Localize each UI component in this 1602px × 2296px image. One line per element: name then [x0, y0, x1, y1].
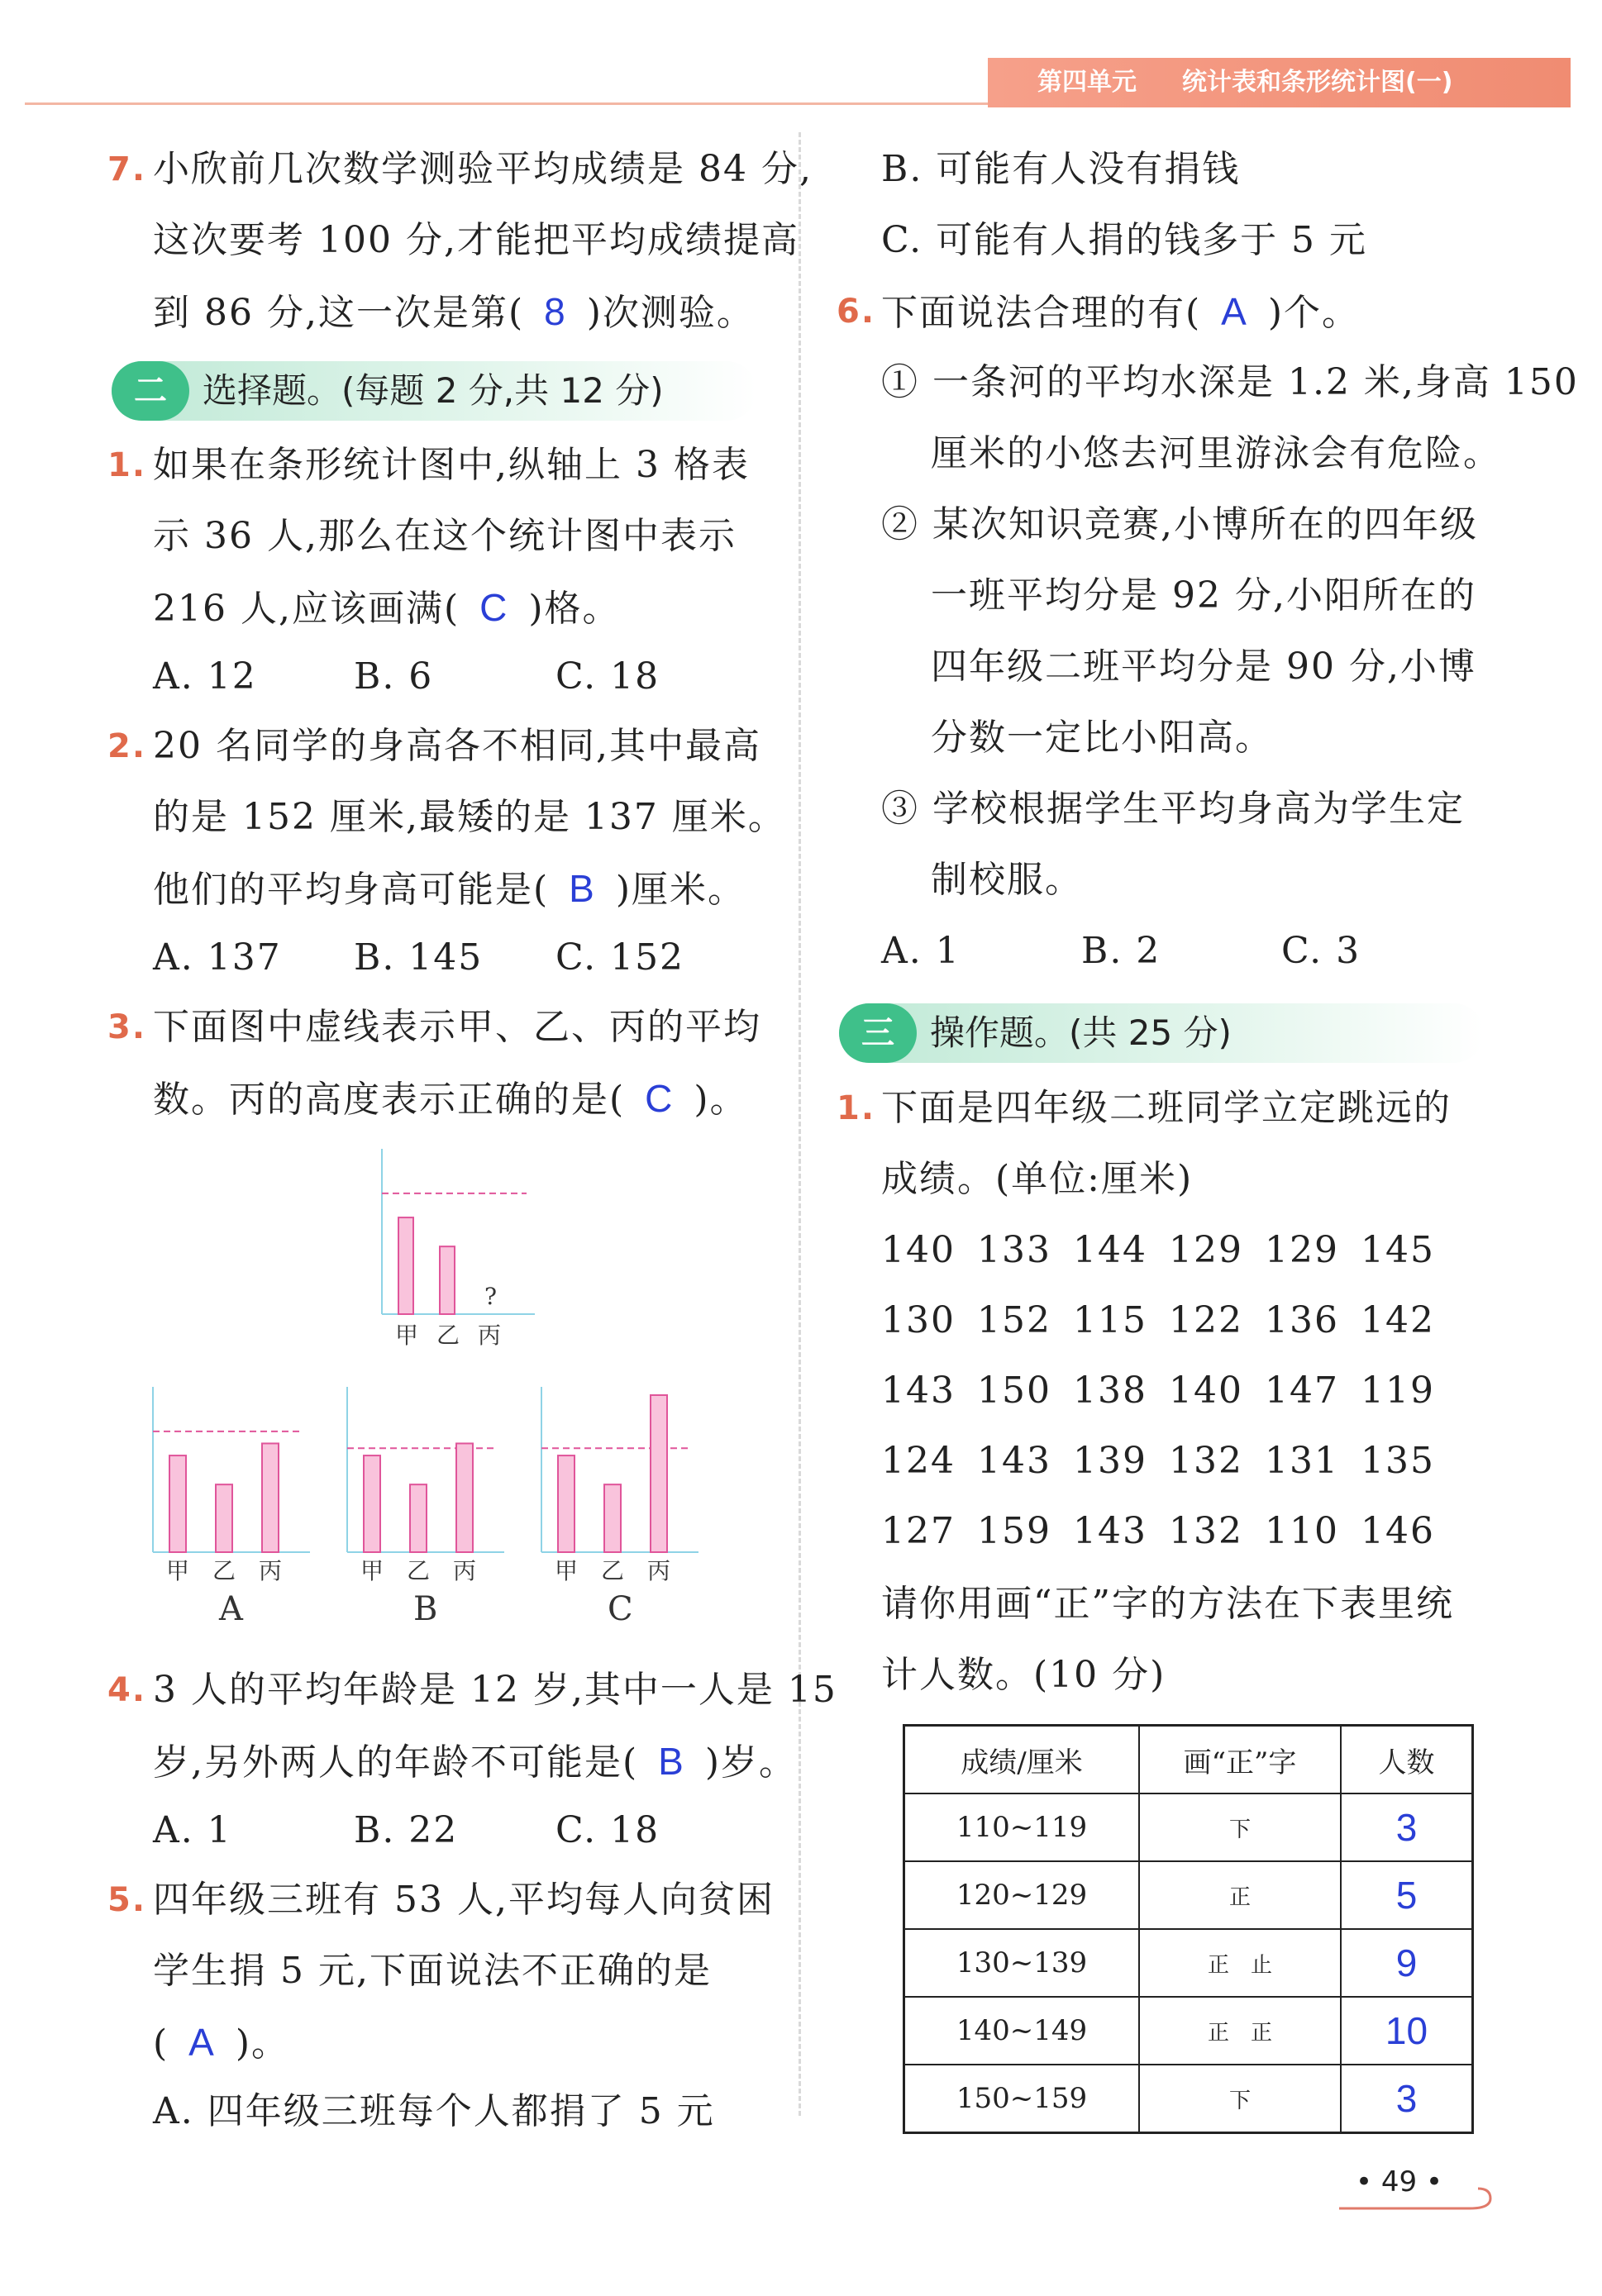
tally-cell: 下: [1139, 2065, 1341, 2133]
category-label: 甲: [166, 1557, 190, 1584]
column-header: 画“正”字: [1139, 1726, 1341, 1794]
score-value: 136: [1265, 1299, 1339, 1341]
statement: 制校服。: [931, 859, 1083, 901]
category-label: 乙: [407, 1557, 431, 1584]
question-text: 四年级三班有 53 人,平均每人向贫困: [153, 1879, 775, 1921]
bar: [440, 1246, 455, 1314]
question-number: 6.: [837, 293, 876, 331]
question-text: )厘米。: [615, 869, 746, 911]
option-chart-label: B: [413, 1590, 438, 1628]
question-number: 1.: [837, 1089, 876, 1127]
tally-cell: 下: [1139, 1793, 1341, 1861]
statement: 分数一定比小阳高。: [931, 717, 1273, 759]
count-cell: 10: [1341, 1997, 1473, 2065]
column-header: 人数: [1341, 1726, 1473, 1794]
question-text: 下面说法合理的有(: [881, 292, 1202, 334]
question-text: 他们的平均身高可能是(: [153, 869, 550, 911]
option-a: A. 四年级三班每个人都捐了 5 元: [153, 2090, 715, 2132]
bar: [558, 1455, 575, 1552]
bar: [410, 1484, 427, 1552]
score-value: 139: [1073, 1440, 1147, 1482]
statement: ③ 学校根据学生平均身高为学生定: [881, 788, 1465, 830]
page-decoration: [1337, 2165, 1503, 2215]
answer: B: [569, 867, 596, 910]
question-text: 成绩。(单位:厘米): [881, 1158, 1194, 1200]
tally-cell: 正 正: [1139, 1997, 1341, 2065]
option-c: C. 152: [555, 936, 685, 979]
question-text: 小欣前几次数学测验平均成绩是 84 分,: [153, 148, 813, 190]
bar: [364, 1455, 380, 1552]
question-number: 7.: [107, 150, 147, 188]
question-text: 数。丙的高度表示正确的是(: [153, 1079, 626, 1121]
average-bar-charts: [0, 0, 799, 1653]
table-row: [904, 1793, 1473, 1861]
bar: [262, 1443, 279, 1552]
question-text: 20 名同学的身高各不相同,其中最高: [153, 725, 761, 767]
answer: C: [645, 1077, 675, 1120]
question-text: )次测验。: [586, 292, 755, 334]
category-label: 甲: [555, 1557, 579, 1584]
bar: [456, 1443, 473, 1552]
option-c: C. 18: [555, 655, 660, 698]
question-number: 3.: [107, 1008, 147, 1046]
option-b: B. 145: [354, 936, 484, 979]
range-cell: 110~119: [904, 1793, 1140, 1861]
question-number: 1.: [107, 446, 147, 484]
question-line: [881, 276, 1360, 349]
tally-table: [903, 1724, 1474, 2134]
question-text: 示 36 人,那么在这个统计图中表示: [153, 515, 737, 557]
question-text: 3 人的平均年龄是 12 岁,其中一人是 15: [153, 1669, 837, 1711]
score-value: 130: [881, 1299, 956, 1341]
score-value: 132: [1169, 1440, 1243, 1482]
range-cell: 140~149: [904, 1997, 1140, 2065]
category-label: 甲: [395, 1322, 419, 1349]
statement: ② 某次知识竞赛,小博所在的四年级: [881, 503, 1478, 545]
score-value: 138: [1073, 1370, 1147, 1412]
answer: A: [1221, 290, 1248, 333]
score-value: 143: [977, 1440, 1051, 1482]
bar: [216, 1484, 232, 1552]
score-value: 159: [977, 1510, 1051, 1552]
question-text: 的是 152 厘米,最矮的是 137 厘米。: [153, 796, 786, 838]
table-row: [904, 1861, 1473, 1929]
question-text: 216 人,应该画满(: [153, 588, 460, 630]
score-value: 152: [977, 1299, 1051, 1341]
unit-label: 第四单元: [1037, 68, 1137, 97]
answer: C: [479, 586, 509, 629]
score-value: 140: [1169, 1370, 1243, 1412]
score-value: 143: [1073, 1510, 1147, 1552]
section-title: 操作题。(共 25 分): [930, 1012, 1232, 1053]
question-text: 岁,另外两人的年龄不可能是(: [153, 1741, 639, 1784]
count-cell: 5: [1341, 1861, 1473, 1929]
question-text: )岁。: [704, 1741, 798, 1784]
count-cell: 3: [1341, 2065, 1473, 2133]
question-number: 4.: [107, 1671, 147, 1709]
answer: B: [658, 1740, 685, 1783]
unit-topic: 统计表和条形统计图(一): [1182, 68, 1453, 97]
bar: [604, 1484, 621, 1552]
bar: [398, 1217, 413, 1314]
bullet: •: [1356, 2165, 1381, 2198]
category-label: 甲: [360, 1557, 384, 1584]
unit-banner: [988, 58, 1571, 107]
option-b: B. 可能有人没有捐钱: [881, 148, 1241, 190]
category-label: 丙: [259, 1557, 283, 1584]
question-text: 下面是四年级二班同学立定跳远的: [881, 1087, 1452, 1129]
question-text: 这次要考 100 分,才能把平均成绩提高: [153, 219, 799, 261]
question-text: )格。: [528, 588, 621, 630]
option-b: B. 6: [354, 655, 434, 698]
table-row: [904, 1929, 1473, 1997]
score-value: 142: [1361, 1299, 1435, 1341]
score-value: 147: [1265, 1370, 1339, 1412]
option-a: A. 1: [881, 930, 961, 972]
tally-cell: 正: [1139, 1861, 1341, 1929]
answer: A: [188, 2021, 216, 2064]
category-label: 丙: [453, 1557, 477, 1584]
question-text: (: [153, 2022, 169, 2065]
option-c: C. 可能有人捐的钱多于 5 元: [881, 219, 1368, 261]
statement: 一班平均分是 92 分,小阳所在的: [931, 574, 1476, 617]
score-value: 146: [1361, 1510, 1435, 1552]
statement: 厘米的小悠去河里游泳会有危险。: [931, 432, 1501, 474]
section-badge: 二: [112, 361, 189, 421]
score-value: 115: [1073, 1299, 1147, 1341]
option-a: A. 1: [153, 1809, 232, 1851]
statement: 四年级二班平均分是 90 分,小博: [931, 645, 1476, 688]
range-cell: 120~129: [904, 1861, 1140, 1929]
question-text: 学生捐 5 元,下面说法不正确的是: [153, 1950, 712, 1992]
bullet: •: [1417, 2165, 1443, 2198]
score-value: 131: [1265, 1440, 1339, 1482]
option-c: C. 3: [1281, 930, 1361, 972]
column-divider: [799, 132, 801, 2116]
question-line: [153, 2007, 289, 2079]
tally-cell: 正 止: [1139, 1929, 1341, 1997]
category-label: 乙: [601, 1557, 625, 1584]
question-line: [153, 1726, 797, 1798]
score-value: 129: [1169, 1229, 1243, 1271]
bar: [651, 1395, 667, 1552]
category-label: 丙: [478, 1322, 502, 1349]
option-c: C. 18: [555, 1809, 660, 1851]
count-cell: 3: [1341, 1793, 1473, 1861]
question-text: 计人数。(10 分): [881, 1654, 1166, 1696]
score-value: 129: [1265, 1229, 1339, 1271]
score-value: 122: [1169, 1299, 1243, 1341]
option-a: A. 12: [153, 655, 257, 698]
question-text: )个。: [1267, 292, 1361, 334]
question-text: 如果在条形统计图中,纵轴上 3 格表: [153, 444, 750, 486]
table-row: [904, 2065, 1473, 2133]
count-cell: 9: [1341, 1929, 1473, 1997]
bar: [169, 1455, 186, 1552]
score-value: 143: [881, 1370, 956, 1412]
category-label: 乙: [212, 1557, 236, 1584]
unknown-value-label: ?: [484, 1283, 498, 1310]
question-number: 2.: [107, 727, 147, 765]
table-row: [904, 1997, 1473, 2065]
score-value: 135: [1361, 1440, 1435, 1482]
option-b: B. 2: [1081, 930, 1161, 972]
section-title: 选择题。(每题 2 分,共 12 分): [203, 370, 664, 411]
question-number: 5.: [107, 1881, 147, 1919]
score-value: 145: [1361, 1229, 1435, 1271]
answer: 8: [544, 290, 567, 333]
score-value: 133: [977, 1229, 1051, 1271]
score-value: 124: [881, 1440, 956, 1482]
option-b: B. 22: [354, 1809, 459, 1851]
column-header: 成绩/厘米: [904, 1726, 1140, 1794]
option-a: A. 137: [153, 936, 282, 979]
score-value: 127: [881, 1510, 956, 1552]
score-value: 144: [1073, 1229, 1147, 1271]
category-label: 乙: [436, 1322, 460, 1349]
score-value: 110: [1265, 1510, 1339, 1552]
score-value: 132: [1169, 1510, 1243, 1552]
table-header-row: [904, 1726, 1473, 1794]
question-text: )。: [694, 1079, 748, 1121]
range-cell: 130~139: [904, 1929, 1140, 1997]
statement: ① 一条河的平均水深是 1.2 米,身高 150: [881, 361, 1579, 403]
score-value: 140: [881, 1229, 956, 1271]
score-value: 119: [1361, 1370, 1435, 1412]
option-chart-label: C: [608, 1590, 633, 1628]
section-badge: 三: [839, 1003, 917, 1063]
question-text: 下面图中虚线表示甲、乙、丙的平均: [153, 1006, 761, 1048]
question-text: 请你用画“正”字的方法在下表里统: [881, 1583, 1454, 1625]
question-text: )。: [235, 2022, 290, 2065]
range-cell: 150~159: [904, 2065, 1140, 2133]
category-label: 丙: [647, 1557, 671, 1584]
score-value: 150: [977, 1370, 1051, 1412]
page-number-text: 49: [1380, 2165, 1418, 2198]
question-text: 到 86 分,这一次是第(: [153, 292, 525, 334]
option-chart-label: A: [219, 1590, 243, 1628]
